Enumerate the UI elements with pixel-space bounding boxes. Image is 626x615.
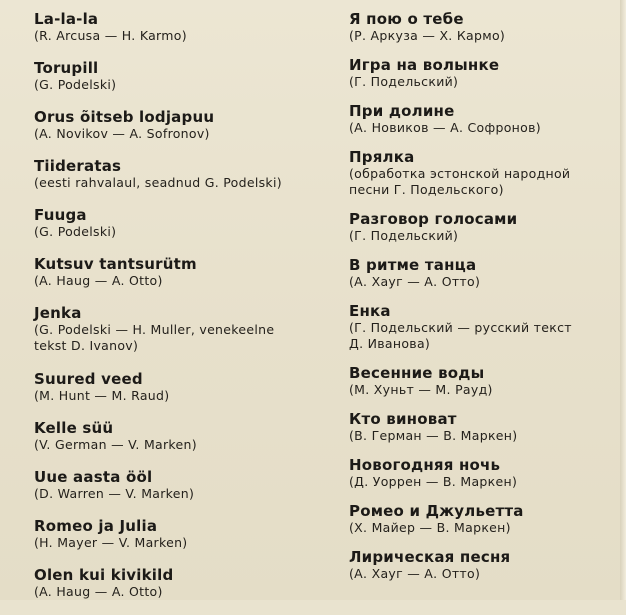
track-credit: (М. Хуньт — М. Рауд) [349,382,493,397]
track-credit: (H. Mayer — V. Marken) [34,535,188,550]
track-credit: (Г. Подельский) [349,74,459,89]
track-title: Orus õitseb lodjapuu [34,108,215,126]
track-title: Весенние воды [349,364,485,382]
track-entry [34,517,334,566]
track-entry [34,255,334,304]
page-edge [620,0,626,600]
estonian-tracklist [34,10,334,615]
track-entry [349,548,619,594]
track-title: Olen kui kivikild [34,566,174,584]
track-credit-line: (G. Podelski — H. Muller, venekeelne [34,322,275,337]
track-credit: (А. Новиков — А. Софронов) [349,120,541,135]
track-title: Romeo ja Julia [34,517,158,535]
track-credit-line: (Г. Подельский — русский текст [349,320,572,335]
track-entry [349,456,619,502]
track-title: В ритме танца [349,256,477,274]
track-entry [34,304,334,370]
track-credit: (А. Хауг — А. Отто) [349,566,481,581]
track-credit-line: песни Г. Подельского) [349,182,504,197]
track-credit: (G. Podelski) [34,224,117,239]
track-title: Torupill [34,59,99,77]
russian-tracklist [349,10,619,594]
track-title: Jenka [34,304,82,322]
track-credit: (A. Novikov — A. Sofronov) [34,126,210,141]
track-entry [349,56,619,102]
track-credit: (Д. Уоррен — В. Маркен) [349,474,518,489]
track-title: Suured veed [34,370,143,388]
track-title: Кто виноват [349,410,457,428]
track-credit-line: Д. Иванова) [349,336,431,351]
track-entry [349,410,619,456]
track-credit: (eesti rahvalaul, seadnud G. Podelski) [34,175,282,190]
track-entry [349,302,619,364]
track-entry [34,566,334,615]
track-credit: (А. Хауг — А. Отто) [349,274,481,289]
track-title: La-la-la [34,10,99,28]
track-entry [34,108,334,157]
track-entry [349,210,619,256]
track-title: Ромео и Джульетта [349,502,524,520]
track-title: Tiideratas [34,157,122,175]
track-credit: (R. Arcusa — H. Karmo) [34,28,187,43]
track-title: Uue aasta ööl [34,468,153,486]
track-entry [34,206,334,255]
track-credit: (M. Hunt — M. Raud) [34,388,170,403]
track-credit: (D. Warren — V. Marken) [34,486,195,501]
track-title: Прялка [349,148,415,166]
track-credit-line: (обработка эстонской народной [349,166,571,181]
track-entry [349,502,619,548]
track-entry [34,59,334,108]
track-entry [349,148,619,210]
track-entry [34,419,334,468]
track-entry [349,364,619,410]
track-entry [34,157,334,206]
track-entry [34,468,334,517]
track-title: Я пою о тебе [349,10,464,28]
track-entry [349,256,619,302]
track-title: Лирическая песня [349,548,511,566]
track-credit: (V. German — V. Marken) [34,437,197,452]
track-credit: (Г. Подельский) [349,228,459,243]
track-credit: (Р. Аркуза — Х. Кармо) [349,28,506,43]
track-credit: (Х. Майер — В. Маркен) [349,520,511,535]
track-entry [349,10,619,56]
track-title: Игра на волынке [349,56,500,74]
track-title: Fuuga [34,206,87,224]
track-title: Енка [349,302,391,320]
track-credit: (В. Герман — В. Маркен) [349,428,518,443]
track-credit: (G. Podelski) [34,77,117,92]
track-title: Kelle süü [34,419,114,437]
track-title: Разговор голосами [349,210,518,228]
track-credit-line: tekst D. Ivanov) [34,338,139,353]
track-credit: (A. Haug — A. Otto) [34,584,163,599]
track-entry [34,10,334,59]
track-title: Новогодняя ночь [349,456,501,474]
track-title: Kutsuv tantsurütm [34,255,197,273]
track-entry [34,370,334,419]
track-credit: (A. Haug — A. Otto) [34,273,163,288]
track-title: При долине [349,102,455,120]
track-entry [349,102,619,148]
